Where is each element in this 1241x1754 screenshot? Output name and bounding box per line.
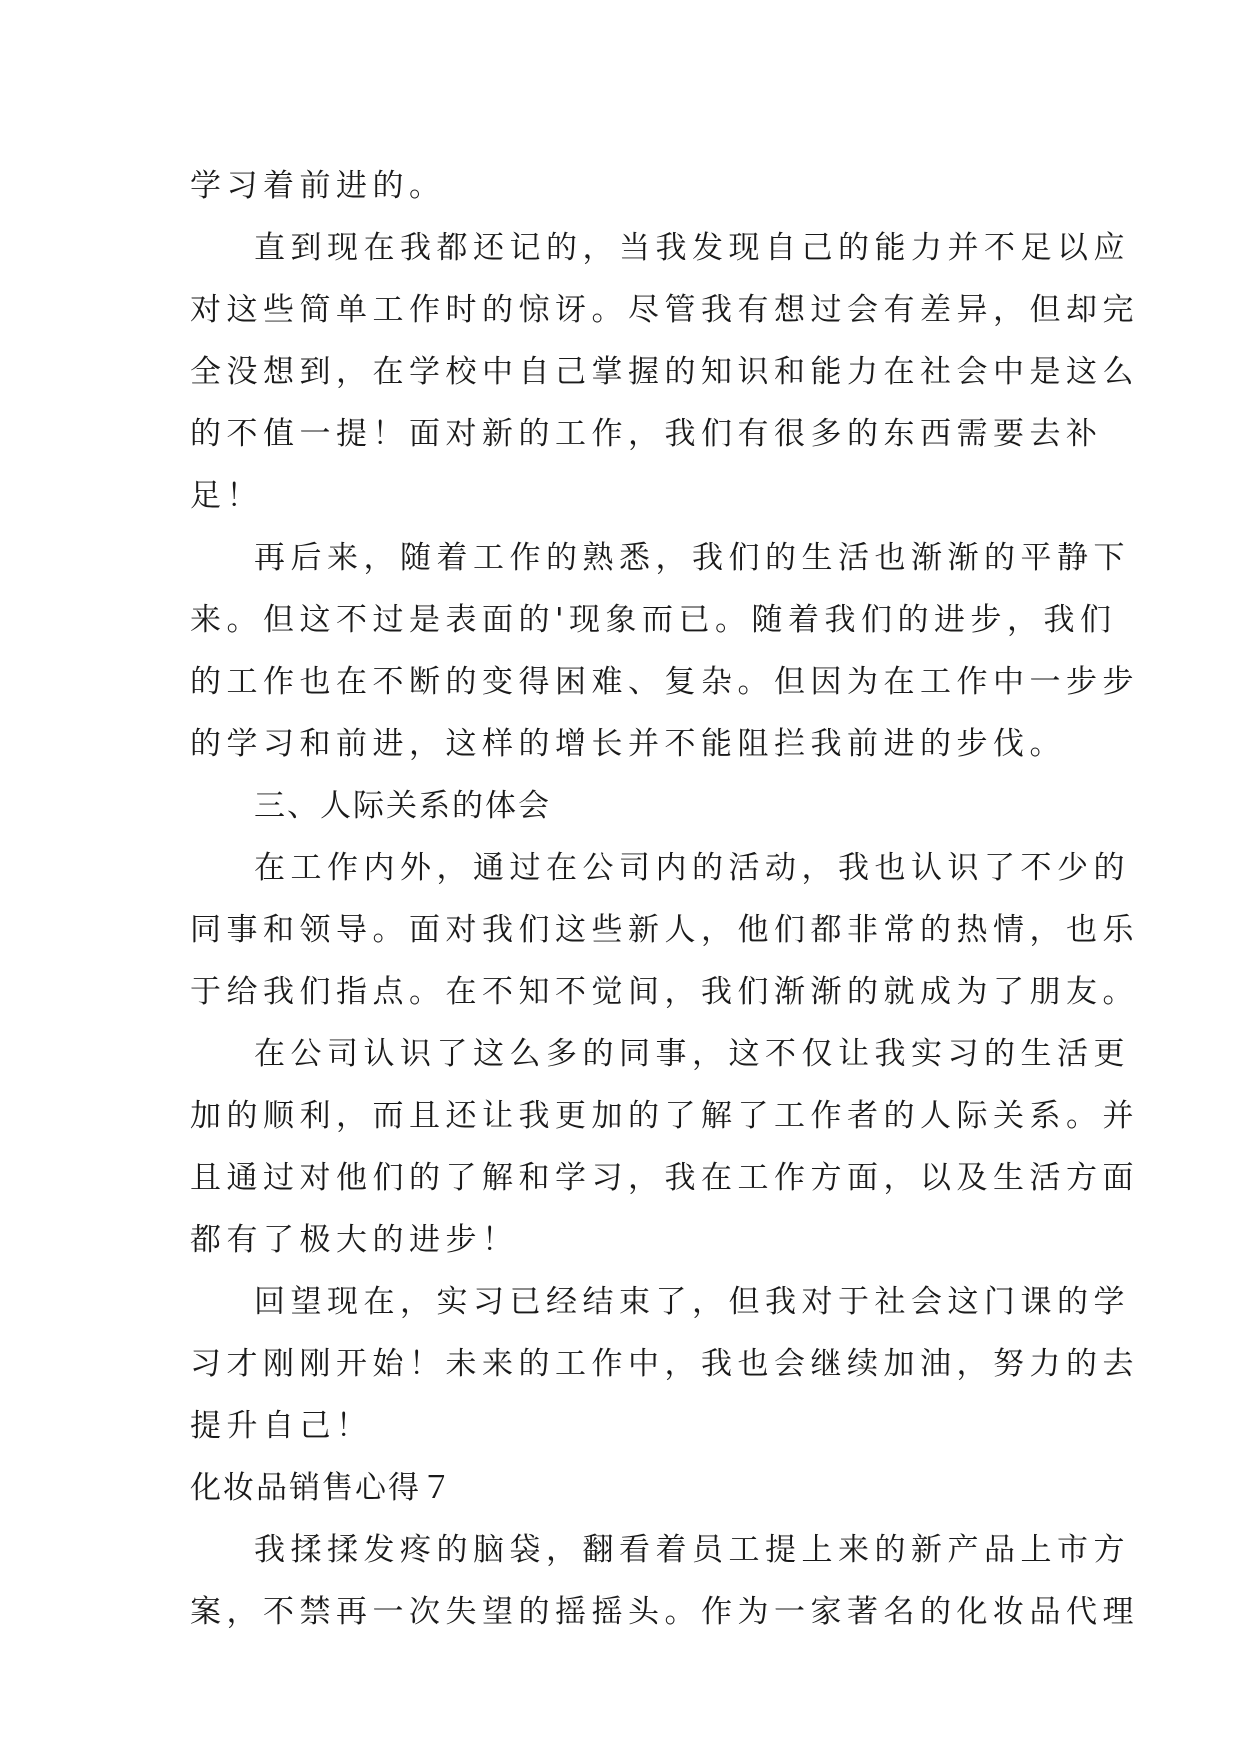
paragraph-start-line: 在公司认识了这么多的同事，这不仅让我实习的生活更 (254, 1036, 1130, 1072)
paragraph-start-line: 我揉揉发疼的脑袋，翻看着员工提上来的新产品上市方 (254, 1532, 1130, 1568)
paragraph-start-line: 直到现在我都还记的，当我发现自己的能力并不足以应 (254, 230, 1130, 266)
section-heading: 三、人际关系的体会 (254, 788, 551, 824)
paragraph-start-line: 再后来，随着工作的熟悉，我们的生活也渐渐的平静下 (254, 540, 1130, 576)
text-line: 对这些简单工作时的惊讶。尽管我有想过会有差异，但却完 (190, 292, 1139, 328)
paragraph-start-line: 回望现在，实习已经结束了，但我对于社会这门课的学 (254, 1284, 1130, 1320)
text-line: 案，不禁再一次失望的摇摇头。作为一家著名的化妆品代理 (190, 1594, 1139, 1630)
article-title: 化妆品销售心得７ (190, 1470, 454, 1506)
text-line: 来。但这不过是表面的'现象而已。随着我们的进步，我们 (190, 602, 1117, 638)
text-line: 学习着前进的。 (190, 168, 446, 204)
text-line: 的学习和前进，这样的增长并不能阻拦我前进的步伐。 (190, 726, 1066, 762)
document-body (190, 155, 1139, 1643)
text-line: 同事和领导。面对我们这些新人，他们都非常的热情，也乐 (190, 912, 1139, 948)
text-line: 全没想到，在学校中自己掌握的知识和能力在社会中是这么 (190, 354, 1139, 390)
text-line: 足！ (190, 478, 263, 514)
text-line: 习才刚刚开始！未来的工作中，我也会继续加油，努力的去 (190, 1346, 1139, 1382)
text-line: 的不值一提！面对新的工作，我们有很多的东西需要去补 (190, 416, 1103, 452)
text-line: 都有了极大的进步！ (190, 1222, 519, 1258)
text-line: 且通过对他们的了解和学习，我在工作方面，以及生活方面 (190, 1160, 1139, 1196)
paragraph-start-line: 在工作内外，通过在公司内的活动，我也认识了不少的 (254, 850, 1130, 886)
text-line: 的工作也在不断的变得困难、复杂。但因为在工作中一步步 (190, 664, 1139, 700)
text-line: 加的顺利，而且还让我更加的了解了工作者的人际关系。并 (190, 1098, 1139, 1134)
text-line: 提升自己！ (190, 1408, 373, 1444)
text-line: 于给我们指点。在不知不觉间，我们渐渐的就成为了朋友。 (190, 974, 1139, 1010)
